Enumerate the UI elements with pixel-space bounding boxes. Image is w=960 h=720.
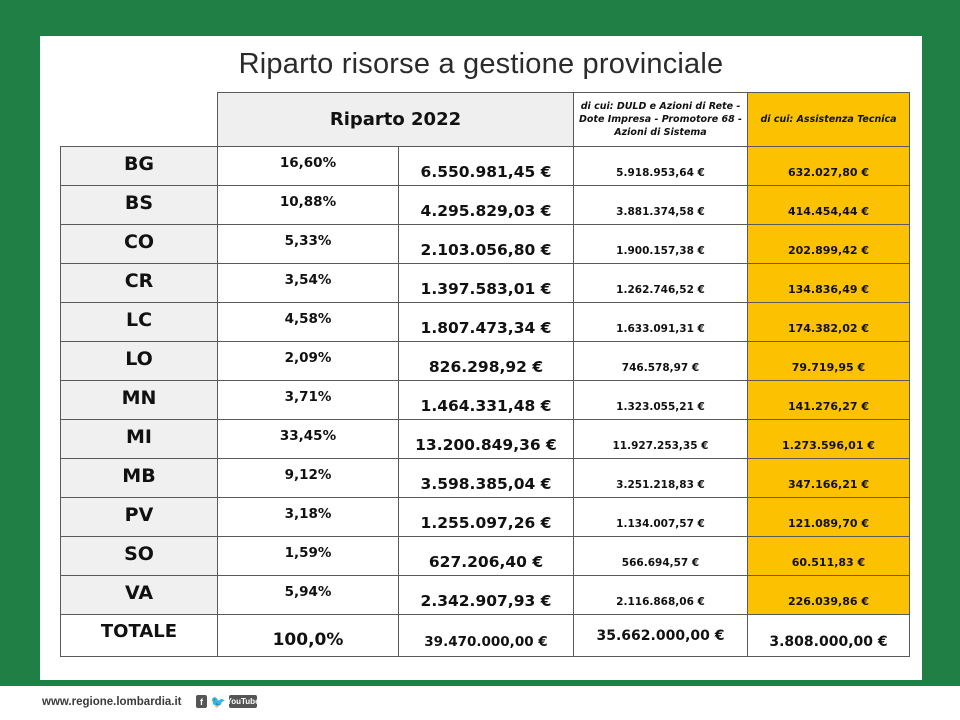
table-row: [61, 498, 910, 537]
province-cell: VA: [61, 576, 218, 615]
assistenza-amount-cell: 121.089,70 €: [748, 498, 910, 537]
slide-title: Riparto risorse a gestione provinciale: [238, 48, 724, 80]
riparto-amount-cell: 1.397.583,01 €: [399, 264, 574, 303]
duld-amount-cell: 3.881.374,58 €: [574, 186, 748, 225]
province-cell: LC: [61, 303, 218, 342]
province-cell: MI: [61, 420, 218, 459]
footer-band: [0, 686, 960, 720]
percentage-cell: 2,09%: [218, 342, 399, 381]
duld-amount-cell: 1.633.091,31 €: [574, 303, 748, 342]
totals-duld-amount: 35.662.000,00 €: [574, 615, 748, 657]
percentage-cell: 5,94%: [218, 576, 399, 615]
province-cell: PV: [61, 498, 218, 537]
percentage-cell: 9,12%: [218, 459, 399, 498]
table-row: [61, 537, 910, 576]
riparto-amount-cell: 1.464.331,48 €: [399, 381, 574, 420]
duld-amount-cell: 1.323.055,21 €: [574, 381, 748, 420]
totals-assistenza-amount: 3.808.000,00 €: [748, 615, 910, 657]
riparto-amount-cell: 3.598.385,04 €: [399, 459, 574, 498]
percentage-cell: 4,58%: [218, 303, 399, 342]
totals-row: [61, 615, 910, 657]
header-blank-cell: [61, 93, 218, 147]
riparto-amount-cell: 627.206,40 €: [399, 537, 574, 576]
twitter-icon[interactable]: 🐦: [210, 694, 226, 709]
riparto-header: Riparto 2022: [218, 93, 574, 147]
social-icons: [196, 694, 260, 709]
percentage-cell: 3,71%: [218, 381, 399, 420]
totals-percentage: 100,0%: [218, 615, 399, 657]
assistenza-amount-cell: 134.836,49 €: [748, 264, 910, 303]
duld-amount-cell: 2.116.868,06 €: [574, 576, 748, 615]
riparto-amount-cell: 826.298,92 €: [399, 342, 574, 381]
totals-label: TOTALE: [61, 615, 218, 657]
slide-panel: [40, 36, 922, 680]
duld-amount-cell: 1.262.746,52 €: [574, 264, 748, 303]
percentage-cell: 1,59%: [218, 537, 399, 576]
percentage-cell: 5,33%: [218, 225, 399, 264]
duld-header: di cui: DULD e Azioni di Rete - Dote Impresa - Promotore 68 - Azioni di Sistema: [574, 93, 748, 147]
percentage-cell: 3,54%: [218, 264, 399, 303]
percentage-cell: 3,18%: [218, 498, 399, 537]
riparto-amount-cell: 2.103.056,80 €: [399, 225, 574, 264]
duld-amount-cell: 5.918.953,64 €: [574, 147, 748, 186]
assistenza-amount-cell: 414.454,44 €: [748, 186, 910, 225]
duld-amount-cell: 3.251.218,83 €: [574, 459, 748, 498]
assistenza-amount-cell: 174.382,02 €: [748, 303, 910, 342]
assistenza-amount-cell: 1.273.596,01 €: [748, 420, 910, 459]
percentage-cell: 10,88%: [218, 186, 399, 225]
riparto-table: [60, 92, 910, 657]
assistenza-amount-cell: 60.511,83 €: [748, 537, 910, 576]
table-row: [61, 381, 910, 420]
province-cell: BG: [61, 147, 218, 186]
table-row: [61, 186, 910, 225]
table-row: [61, 420, 910, 459]
table-row: [61, 303, 910, 342]
youtube-icon[interactable]: YouTube: [226, 697, 260, 706]
province-cell: CO: [61, 225, 218, 264]
riparto-amount-cell: 2.342.907,93 €: [399, 576, 574, 615]
table-row: [61, 459, 910, 498]
riparto-amount-cell: 13.200.849,36 €: [399, 420, 574, 459]
table-row: [61, 576, 910, 615]
assistenza-header: di cui: Assistenza Tecnica: [748, 93, 910, 147]
province-cell: MB: [61, 459, 218, 498]
totals-riparto-amount: 39.470.000,00 €: [399, 615, 574, 657]
table-row: [61, 147, 910, 186]
table-row: [61, 342, 910, 381]
assistenza-amount-cell: 632.027,80 €: [748, 147, 910, 186]
province-cell: CR: [61, 264, 218, 303]
assistenza-amount-cell: 347.166,21 €: [748, 459, 910, 498]
percentage-cell: 16,60%: [218, 147, 399, 186]
table-row: [61, 225, 910, 264]
assistenza-amount-cell: 202.899,42 €: [748, 225, 910, 264]
province-cell: LO: [61, 342, 218, 381]
riparto-amount-cell: 1.255.097,26 €: [399, 498, 574, 537]
facebook-icon[interactable]: f: [196, 695, 207, 708]
assistenza-amount-cell: 79.719,95 €: [748, 342, 910, 381]
duld-amount-cell: 566.694,57 €: [574, 537, 748, 576]
province-cell: SO: [61, 537, 218, 576]
table-row: [61, 264, 910, 303]
assistenza-amount-cell: 141.276,27 €: [748, 381, 910, 420]
riparto-amount-cell: 1.807.473,34 €: [399, 303, 574, 342]
footer-url-link[interactable]: www.regione.lombardia.it: [42, 696, 182, 708]
duld-amount-cell: 746.578,97 €: [574, 342, 748, 381]
duld-amount-cell: 11.927.253,35 €: [574, 420, 748, 459]
riparto-amount-cell: 4.295.829,03 €: [399, 186, 574, 225]
assistenza-amount-cell: 226.039,86 €: [748, 576, 910, 615]
duld-amount-cell: 1.900.157,38 €: [574, 225, 748, 264]
percentage-cell: 33,45%: [218, 420, 399, 459]
province-cell: BS: [61, 186, 218, 225]
header-row: [61, 93, 910, 147]
riparto-amount-cell: 6.550.981,45 €: [399, 147, 574, 186]
province-cell: MN: [61, 381, 218, 420]
duld-amount-cell: 1.134.007,57 €: [574, 498, 748, 537]
